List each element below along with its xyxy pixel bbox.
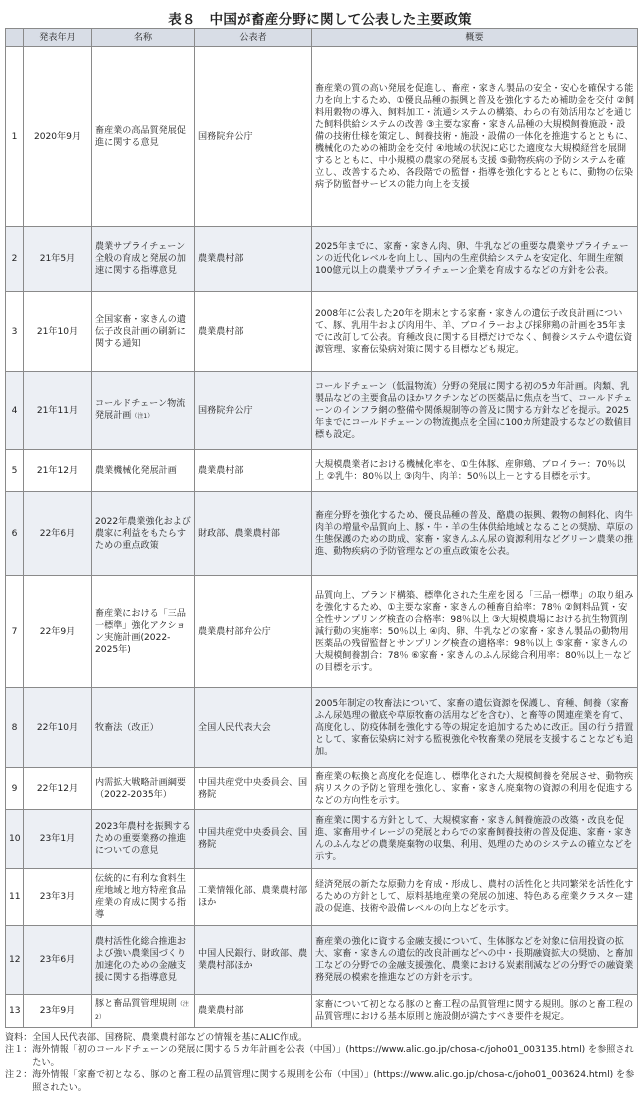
header-name: 名称 — [92, 29, 195, 47]
note-label: 注１： — [5, 1045, 33, 1056]
row-publisher — [195, 768, 312, 810]
row-number-text: 6 — [11, 528, 18, 539]
row-publisher-text: 農業農村部 — [198, 326, 244, 337]
row-number — [6, 576, 24, 688]
row-publisher — [195, 688, 312, 768]
row-name-text: 牧畜法（改正） — [95, 722, 159, 733]
row-summary — [312, 372, 638, 450]
row-name — [92, 492, 195, 576]
row-summary-text: 畜産業の転換と高度化を促進し、標準化された大規模飼養を発展させ、動物疾病リスクの予防と管理を強化し、家畜・家きん廃棄物の資源の利用を促進するなどの方向性を示す。 — [315, 771, 634, 806]
row-publisher — [195, 292, 312, 372]
row-number — [6, 227, 24, 292]
row-summary — [312, 810, 638, 869]
row-name-text: 伝統的に有利な食料生産地域と地方特産食品産業の育成に関する指導 — [95, 874, 186, 920]
header-publisher: 公表者 — [195, 29, 312, 47]
row-name-text: 2023年農村を振興するための重要業務の推進についての意見 — [95, 822, 191, 856]
table-row — [6, 810, 638, 869]
row-publisher — [195, 492, 312, 576]
row-number-text: 2 — [11, 254, 18, 264]
row-name — [92, 292, 195, 372]
table-header-row — [6, 29, 638, 47]
row-number — [6, 688, 24, 768]
row-number — [6, 926, 24, 995]
row-name — [92, 869, 195, 926]
header-no — [6, 29, 24, 47]
row-publisher — [195, 869, 312, 926]
row-number-text: 13 — [9, 1006, 21, 1016]
row-name — [92, 768, 195, 810]
row-name — [92, 47, 195, 227]
row-publisher-text: 農業農村部 — [198, 465, 244, 476]
table-row — [6, 450, 638, 492]
policy-table — [5, 28, 638, 1028]
row-number — [6, 768, 24, 810]
note-text: 海外情報「家畜で初となる、豚のと畜工程の品質管理に関する規則を公布（中国）」(https://www.alic.go.jp/chosa-c/joho01_003624.html) を参照されたい。 — [32, 1070, 635, 1093]
row-name-text: 内需拡大戦略計画綱要（2022-2035年） — [95, 777, 186, 800]
row-date — [24, 492, 92, 576]
row-summary-text: 2008年に公表した20年を期末とする家畜・家きんの遺伝子改良計画について、豚、乳用牛および肉用牛、羊、ブロイラーおよび採卵鶏の計画を35年までに改訂して公表。育種改良に関する目標だけでなく、飼養システムや遺伝資源管理、家畜伝染病対策に関する目標なども規定。 — [315, 308, 633, 355]
row-date — [24, 372, 92, 450]
note-text: 全国人民代表部、国務院、農業農村部などの情報を基にALIC作成。 — [32, 1033, 308, 1043]
row-summary — [312, 926, 638, 995]
table-row — [6, 372, 638, 450]
note-line — [5, 1032, 637, 1044]
row-name — [92, 688, 195, 768]
row-date — [24, 995, 92, 1028]
row-summary — [312, 576, 638, 688]
row-number — [6, 292, 24, 372]
row-number-text: 11 — [9, 892, 21, 902]
row-date-text: 21年11月 — [36, 405, 79, 416]
row-publisher — [195, 227, 312, 292]
row-date-text: 23年9月 — [39, 1006, 76, 1016]
table-row — [6, 768, 638, 810]
row-date — [24, 926, 92, 995]
row-summary-text: 2025年までに、家畜・家きん肉、卵、牛乳などの重要な農業サプライチェーンの近代化レベルを向上し、国内の生産供給システムを安定化、年間生産額100億元以上の農業サプライチェーン企業を育成するなどの方針を公表。 — [315, 242, 629, 276]
row-summary-text: 品質向上、ブランド構築、標準化された生産を図る「三品一標準」の取り組みを強化するため、①主要な家畜・家きんの種畜自給率：78％ ②飼料品質・安全性サンプリング検査の合格率：98％以上 ③大規模農場における抗生物質削減行動の実施率：50％以上 ④肉、卵、牛乳などの家畜・家きん製品の動物用医薬品の残留監督とサンプリング検査の適格率：98％以上 ⑤家畜・家きんの大規模飼養割合：78％ ⑥家畜・家きんのふん尿総合利用率：80％以上－などの目標を示す。 — [315, 590, 634, 673]
row-publisher-text: 農業農村部 — [198, 1006, 244, 1016]
row-name-text: 豚と畜品質管理規則 — [95, 999, 177, 1009]
note-line — [5, 1069, 637, 1094]
row-date-text: 22年6月 — [39, 528, 76, 539]
row-name-text: 畜産業の高品質発展促進に関する意見 — [95, 125, 186, 148]
row-summary-text: 畜産分野を強化するため、優良品種の普及、酪農の振興、穀物の飼料化、肉牛肉羊の増量や品質向上、豚・牛・羊の生体供給地域となることの奨励、草原の生態保護のための助成、家畜・家きんふん尿の資源利用などグリーン農業の推進、動物疾病の予防管理などの重点政策を公表。 — [315, 510, 634, 557]
row-name — [92, 450, 195, 492]
note-line — [5, 1044, 637, 1069]
row-date-text: 22年10月 — [36, 722, 79, 733]
row-publisher — [195, 576, 312, 688]
header-summary: 概要 — [312, 29, 638, 47]
table-row — [6, 492, 638, 576]
row-name-text: 農業サプライチェーン全般の育成と発展の加速に関する指導意見 — [95, 242, 186, 276]
row-number-text: 1 — [11, 131, 18, 142]
row-name-text: コールドチェーン物流発展計画 — [95, 399, 186, 421]
row-date-text: 2020年9月 — [33, 131, 82, 142]
row-date — [24, 47, 92, 227]
page-title: 表８ 中国が畜産分野に関して公表した主要政策 — [168, 12, 472, 28]
row-date-text: 22年12月 — [36, 783, 79, 794]
row-name-text: 全国家畜・家きんの遺伝子改良計画の刷新に関する通知 — [95, 314, 186, 349]
row-date-text: 23年3月 — [39, 892, 76, 902]
row-publisher-text: 中国共産党中央委員会、国務院 — [198, 777, 308, 800]
row-number — [6, 810, 24, 869]
row-summary-text: 大規模農業者における機械化率を、①生体豚、産卵鶏、ブロイラー：70％以上 ②乳牛：80％以上 ③肉牛、肉羊：50％以上－とする目標を示す。 — [315, 459, 626, 482]
row-summary — [312, 995, 638, 1028]
row-publisher — [195, 926, 312, 995]
table-row — [6, 688, 638, 768]
table-row — [6, 292, 638, 372]
note-label: 資料： — [5, 1033, 33, 1043]
table-row — [6, 995, 638, 1028]
footnote-marker: （注1） — [131, 413, 154, 420]
footnote-marker: （注2） — [95, 1001, 189, 1021]
row-summary-text: 2005年制定の牧畜法について、家畜の遺伝資源を保護し、育種、飼養（家畜ふん尿処理の徹底や草原牧畜の活用などを含む）、と畜等の関連産業を育て、高度化し、防疫体制を強化する等の規定を追加するために改正。国の行う措置として、家畜伝染病に対する監視強化や牧畜業の発展を支援することなども追加。 — [315, 698, 634, 757]
row-number — [6, 47, 24, 227]
row-name — [92, 576, 195, 688]
row-summary-text: 経済発展の新たな原動力を育成・形成し、農村の活性化と共同繁栄を活性化するための方針として、原料基地産業の発展の加速、特色ある産業クラスター建設の促進、技術や設備レベルの向上などを示す。 — [315, 880, 634, 914]
row-number-text: 4 — [11, 405, 18, 416]
row-publisher — [195, 450, 312, 492]
row-number-text: 8 — [11, 722, 18, 733]
table-row — [6, 47, 638, 227]
row-summary-text: 家畜について初となる豚のと畜工程の品質管理に関する規則。豚のと畜工程の品質管理における基本原則と施設側が満たすべき要件を規定。 — [315, 1000, 634, 1022]
row-date — [24, 869, 92, 926]
row-publisher-text: 全国人民代表大会 — [198, 722, 271, 733]
row-number-text: 12 — [9, 955, 21, 965]
row-summary — [312, 688, 638, 768]
row-number — [6, 869, 24, 926]
row-number-text: 7 — [11, 626, 18, 637]
notes — [5, 1032, 637, 1094]
row-summary — [312, 768, 638, 810]
row-date-text: 22年9月 — [39, 626, 76, 637]
row-date — [24, 227, 92, 292]
row-summary — [312, 227, 638, 292]
row-date — [24, 810, 92, 869]
row-name — [92, 810, 195, 869]
note-label: 注２： — [5, 1070, 33, 1081]
row-name-text: 農業機械化発展計画 — [95, 465, 177, 476]
row-name — [92, 926, 195, 995]
row-date-text: 21年12月 — [36, 465, 79, 476]
row-summary — [312, 47, 638, 227]
row-name-text: 農村活性化総合推進および強い農業国づくり加速化のための金融支援に関する指導意見 — [95, 937, 186, 983]
row-summary — [312, 869, 638, 926]
row-date-text: 23年1月 — [39, 834, 76, 844]
row-publisher-text: 中国共産党中央委員会、国務院 — [198, 828, 308, 850]
row-number-text: 9 — [11, 783, 18, 794]
row-name — [92, 372, 195, 450]
row-summary — [312, 492, 638, 576]
row-name — [92, 995, 195, 1028]
row-date-text: 21年5月 — [39, 254, 76, 264]
row-summary-text: 畜産業の強化に資する金融支援について、生体豚などを対象に信用投資の拡大、家畜・家きんの遺伝的改良計画などへの中・長期融資拡大の奨励、と畜加工などの分野での金融支援強化、農業における炭素削減などの分野での融資業務発展の模索を推進などの方針を示す。 — [315, 937, 634, 983]
row-summary-text: 畜産業の質の高い発展を促進し、畜産・家きん製品の安全・安心を確保する能力を向上するため、①優良品種の振興と普及を強化するため補助金を交付 ②飼料用穀物の導入、飼料加工・流通システムの構築、わらの有効活用などを通じた飼料供給システムの改善 ③主要な家畜・家きん品種の大規模飼養施設・設備の技術仕様を策定し、飼養技術・施設・設備の一体化を推進するとともに、機械化のための補助金を交付 ④地域の状況に応じた適度な大規模経営を展開するとともに、中小規模の農家の発展も支援 ⑤動物疾病の予防システムを確立し、改善するため、各段階での監督・指導を強化するとともに、動物の伝染病予防監督サービスの能力向上を支援 — [315, 83, 634, 190]
row-number-text: 5 — [11, 465, 18, 476]
row-date — [24, 576, 92, 688]
row-name — [92, 227, 195, 292]
row-publisher — [195, 47, 312, 227]
row-date — [24, 768, 92, 810]
row-publisher — [195, 810, 312, 869]
row-number — [6, 450, 24, 492]
note-text: 海外情報「初のコールドチェーンの発展に関する５カ年計画を公表（中国）」(https://www.alic.go.jp/chosa-c/joho01_003135.html) を参照されたい。 — [32, 1045, 634, 1068]
row-date — [24, 450, 92, 492]
row-publisher-text: 国務院弁公庁 — [198, 405, 253, 416]
row-date-text: 21年10月 — [36, 326, 79, 337]
row-summary-text: コールドチェーン（低温物流）分野の発展に関する初の5カ年計画。肉類、乳製品などの主要食品のほかワクチンなどの医薬品に焦点を当て、コールドチェーンのインフラ網の整備や関係規制等の普及に関する方針などを提示。2025年までにコールドチェーンの物流拠点を全国に100カ所建設するなどの数値目標も設定。 — [315, 381, 633, 440]
row-date-text: 23年6月 — [39, 955, 76, 965]
header-date: 発表年月 — [24, 29, 92, 47]
row-publisher-text: 国務院弁公庁 — [198, 131, 253, 142]
row-publisher-text: 中国人民銀行、財政部、農業農村部ほか — [198, 949, 308, 971]
row-summary — [312, 292, 638, 372]
row-number — [6, 372, 24, 450]
row-date — [24, 292, 92, 372]
row-summary — [312, 450, 638, 492]
row-publisher-text: 農業農村部 — [198, 254, 244, 264]
table-row — [6, 926, 638, 995]
row-name-text: 畜産業における「三品一標準」強化アクション実施計画(2022-2025年) — [95, 608, 186, 655]
row-number — [6, 492, 24, 576]
row-summary-text: 畜産業に関する方針として、大規模家畜・家きん飼養施設の改築・改良を促進、家畜用サイレージの発展とわらでの家畜飼養技術の普及促進、家畜・家きんのふんなどの農業廃棄物の収集、利用、処理のためのシステムの確立などを示す。 — [315, 816, 633, 862]
row-number-text: 10 — [9, 834, 21, 844]
table-row — [6, 869, 638, 926]
table-row — [6, 227, 638, 292]
row-date — [24, 688, 92, 768]
row-publisher-text: 財政部、農業農村部 — [198, 528, 280, 539]
table-row — [6, 576, 638, 688]
row-publisher — [195, 995, 312, 1028]
row-publisher-text: 農業農村部弁公庁 — [198, 626, 271, 637]
row-name-text: 2022年農業強化および農家に利益をもたらすための重点政策 — [95, 516, 191, 551]
row-publisher-text: 工業情報化部、農業農村部ほか — [198, 886, 308, 908]
row-number — [6, 995, 24, 1028]
row-publisher — [195, 372, 312, 450]
row-number-text: 3 — [11, 326, 18, 337]
